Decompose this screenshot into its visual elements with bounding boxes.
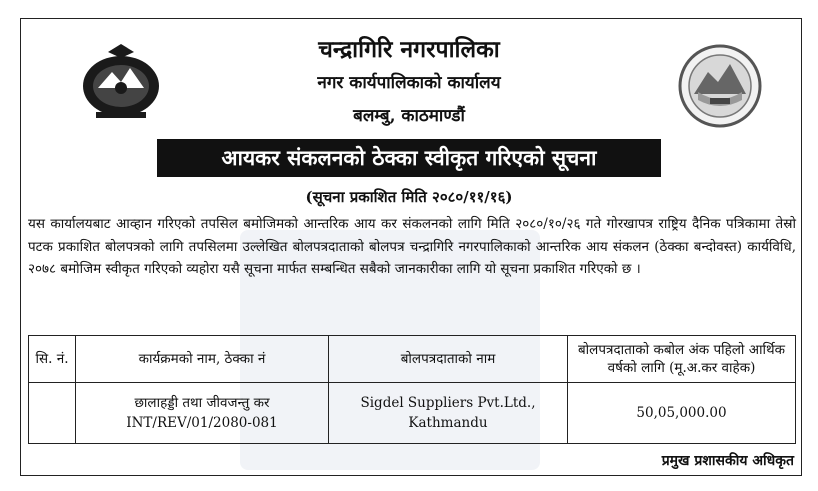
signatory-title: प्रमुख प्रशासकीय अधिकृत [661, 453, 794, 469]
publication-date: (सूचना प्रकाशित मिति २०८०/११/१६) [305, 188, 513, 206]
cell-serial-no [29, 383, 76, 444]
notice-title: आयकर संकलनको ठेक्का स्वीकृत गरिएको सूचना [157, 139, 661, 177]
cell-program [76, 383, 329, 444]
table-row [29, 383, 796, 444]
cell-bid-amount: 50,05,000.00 [568, 383, 796, 444]
header-program-name: कार्यक्रमको नाम, ठेक्का नं [76, 336, 329, 383]
table-header-row [29, 336, 796, 383]
bidder-name: Sigdel Suppliers Pvt.Ltd., [360, 395, 536, 411]
header-serial-no: सि. नं. [29, 336, 76, 383]
contract-number: INT/REV/01/2080-081 [126, 415, 278, 431]
header-bid-amount: बोलपत्रदाताको कबोल अंक पहिलो आर्थिक वर्षको लागि (मू.अ.कर वाहेक) [568, 336, 796, 383]
contract-table [28, 335, 796, 444]
office-address: बलम्बु, काठमाण्डौं [353, 106, 465, 126]
program-name: छालाहड्डी तथा जीवजन्तु कर [134, 395, 270, 411]
office-name: नगर कार्यपालिकाको कार्यालय [317, 73, 501, 93]
cell-bidder [329, 383, 568, 444]
notice-body: यस कार्यालयबाट आव्हान गरिएको तपसिल बमोजिमको आन्तरिक आय कर संकलनको लागि मिति २०८०/१०/२६ गते गोरखापत्र राष्ट्रिय दैनिक पत्रिकामा तेस्रो पटक प्रकाशित बोलपत्रको लागि तपसिलमा उल्लेखित बोलपत्रदाताको बोलपत्र चन्द्रागिरि नगरपालिकाको आन्तरिक आय संकलन (ठेक्का बन्दोवस्त) कार्यविधि, २०७८ बमोजिम स्वीकृत गरिएको व्यहोरा यसै सूचना मार्फत सम्बन्धित सबैको जानकारीका लागि यो सूचना प्रकाशित गरिएको छ । [28, 216, 796, 277]
bidder-location: Kathmandu [408, 415, 488, 431]
org-name: चन्द्रागिरि नगरपालिका [318, 36, 500, 63]
header-bidder-name: बोलपत्रदाताको नाम [329, 336, 568, 383]
